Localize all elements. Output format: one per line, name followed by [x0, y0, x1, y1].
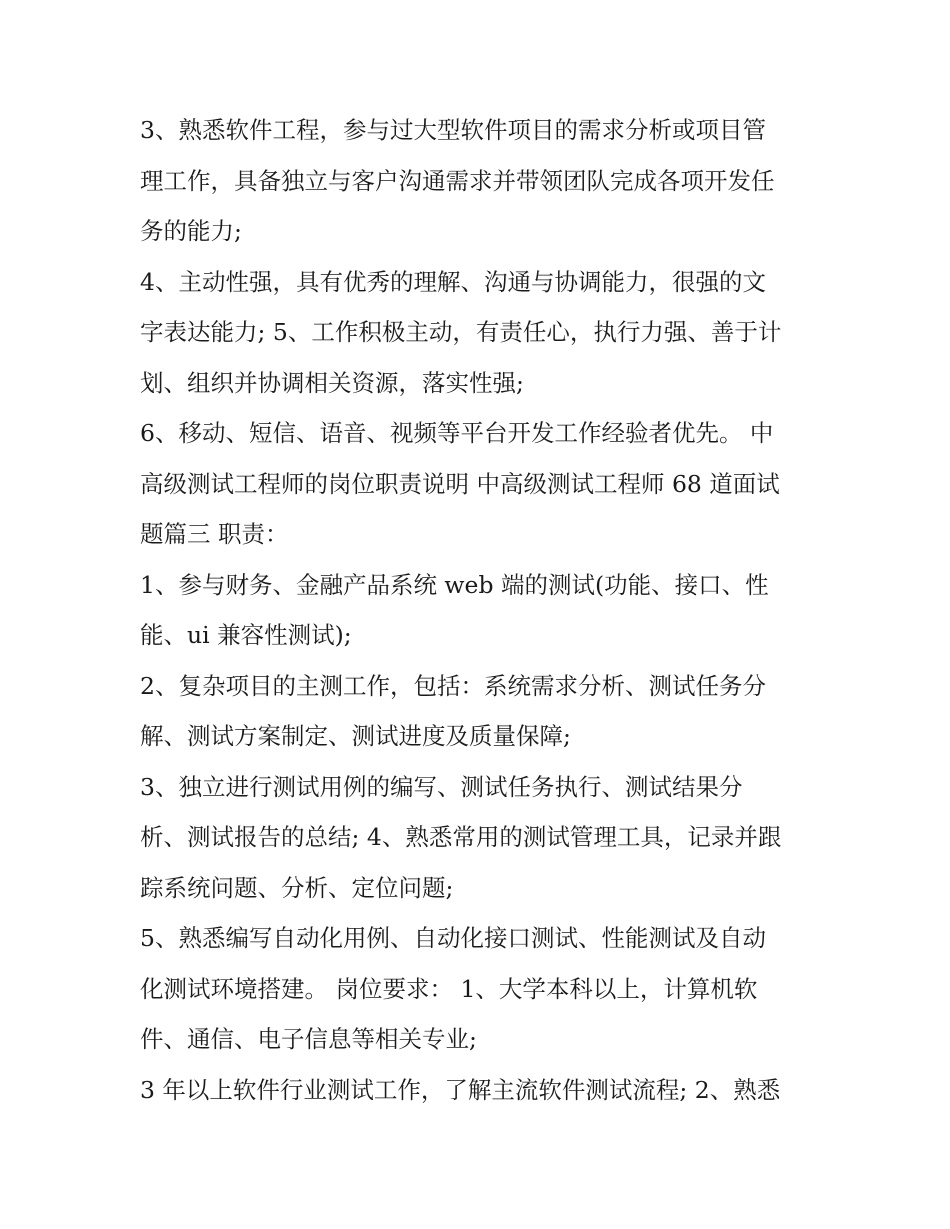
text-line: 字表达能力; 5、工作积极主动，有责任心，执行力强、善于计: [140, 318, 782, 346]
text-line: 2、复杂项目的主测工作，包括：系统需求分析、测试任务分: [140, 671, 766, 700]
document-body: [140, 105, 820, 1115]
text-line: 4、主动性强，具有优秀的理解、沟通与协调能力，很强的文: [140, 267, 766, 296]
text-line: 3 年以上软件行业测试工作，了解主流软件测试流程; 2、熟悉: [140, 1075, 781, 1104]
text-line: 析、测试报告的总结; 4、熟悉常用的测试管理工具，记录并跟: [140, 823, 782, 851]
text-line: 件、通信、电子信息等相关专业;: [140, 1025, 477, 1053]
text-line: 3、熟悉软件工程，参与过大型软件项目的需求分析或项目管: [140, 116, 766, 144]
text-line: 理工作，具备独立与客户沟通需求并带领团队完成各项开发任: [140, 166, 775, 195]
text-line: 踪系统问题、分析、定位问题;: [140, 873, 454, 902]
text-line: 题篇三 职责：: [140, 520, 289, 548]
text-line: 3、独立进行测试用例的编写、测试任务执行、测试结果分: [140, 772, 743, 801]
text-line: 划、组织并协调相关资源，落实性强;: [140, 368, 524, 397]
text-line: 化测试环境搭建。 岗位要求： 1、大学本科以上，计算机软: [140, 974, 758, 1003]
text-line: 能、ui 兼容性测试);: [140, 621, 352, 649]
text-line: 5、熟悉编写自动化用例、自动化接口测试、性能测试及自动: [140, 924, 766, 952]
text-line: 6、移动、短信、语音、视频等平台开发工作经验者优先。 中: [140, 419, 774, 447]
text-line: 1、参与财务、金融产品系统 web 端的测试(功能、接口、性: [140, 570, 769, 599]
text-line: 务的能力;: [140, 217, 242, 245]
text-line: 解、测试方案制定、测试进度及质量保障;: [140, 722, 571, 750]
text-line: 高级测试工程师的岗位职责说明 中高级测试工程师 68 道面试: [140, 469, 780, 498]
